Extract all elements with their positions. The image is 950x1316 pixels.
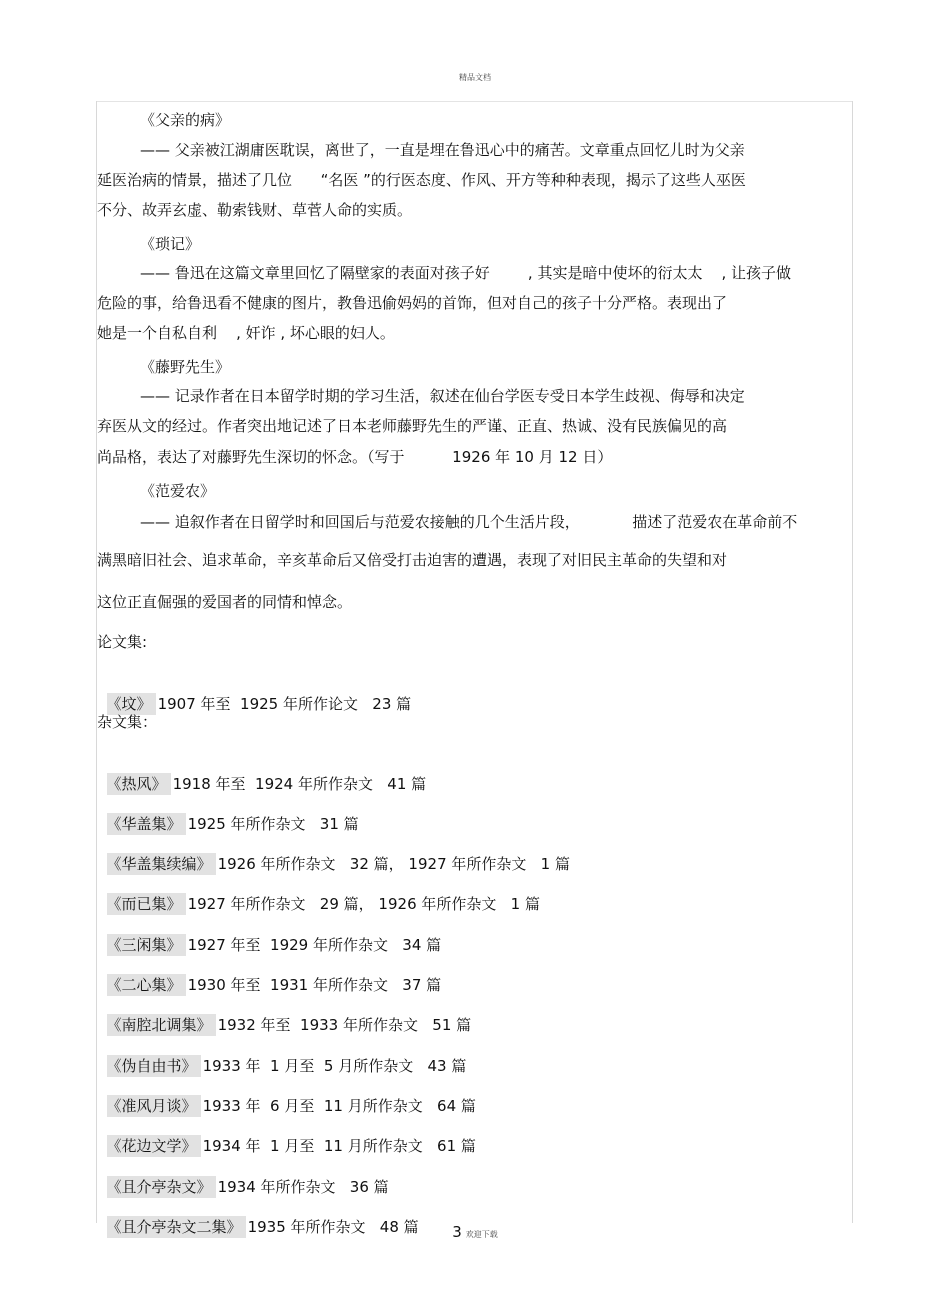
paragraph-line: 满黑暗旧社会、追求革命，辛亥革命后又倍受打击迫害的遭遇，表现了对旧民主革命的失望和对 bbox=[97, 551, 728, 569]
essay-title-suoji: 《琐记》 bbox=[140, 235, 201, 253]
book-title: 《伪自由书》 bbox=[107, 1055, 201, 1077]
paragraph-line: 这位正直倔强的爱国者的同情和悼念。 bbox=[97, 593, 353, 611]
essay-title-fuqin: 《父亲的病》 bbox=[140, 111, 231, 129]
book-info: 1933 年 6 月至 11 月所作杂文 64 篇 bbox=[202, 1097, 476, 1115]
page-footer bbox=[0, 1222, 950, 1241]
section-label-essays: 论文集: bbox=[97, 633, 148, 651]
list-item bbox=[97, 992, 471, 1036]
list-item bbox=[97, 671, 411, 715]
book-info: 1935 年所作杂文 48 篇 bbox=[247, 1218, 419, 1236]
book-info: 1932 年至 1933 年所作杂文 51 篇 bbox=[217, 1016, 472, 1034]
section-label-misc: 杂文集： bbox=[97, 713, 158, 731]
list-item bbox=[97, 952, 441, 996]
list-item bbox=[97, 912, 441, 956]
paragraph-line: 弃医从文的经过。作者突出地记述了日本老师藤野先生的严谨、正直、热诚、没有民族偏见的高 bbox=[97, 417, 728, 435]
paragraph-line: 危险的事，给鲁迅看不健康的图片，教鲁迅偷妈妈的首饰，但对自己的孩子十分严格。表现出了 bbox=[97, 294, 728, 312]
list-item bbox=[97, 871, 540, 915]
book-title: 《且介亭杂文二集》 bbox=[107, 1216, 246, 1238]
book-info: 1927 年至 1929 年所作杂文 34 篇 bbox=[187, 936, 442, 954]
book-title: 《华盖集》 bbox=[107, 813, 186, 835]
paragraph-line: —— 追叙作者在日留学时和回国后与范爱农接触的几个生活片段， 描述了范爱农在革命前不 bbox=[140, 513, 798, 531]
paragraph-line: 不分、故弄玄虚、勒索钱财、草菅人命的实质。 bbox=[97, 201, 413, 219]
book-title: 《而已集》 bbox=[107, 893, 186, 915]
book-info: 1934 年 1 月至 11 月所作杂文 61 篇 bbox=[202, 1137, 476, 1155]
page-header: 精品文档 bbox=[459, 73, 491, 82]
book-title: 《南腔北调集》 bbox=[107, 1014, 216, 1036]
book-title: 《二心集》 bbox=[107, 974, 186, 996]
paragraph-line: —— 父亲被江湖庸医耽误，离世了，一直是埋在鲁迅心中的痛苦。文章重点回忆儿时为父亲 bbox=[140, 141, 745, 159]
paragraph-line: 尚品格，表达了对藤野先生深切的怀念。（写于 1926 年 10 月 12 日） bbox=[97, 448, 613, 466]
book-info: 1927 年所作杂文 29 篇， 1926 年所作杂文 1 篇 bbox=[187, 895, 540, 913]
list-item bbox=[97, 1033, 466, 1077]
list-item bbox=[97, 1113, 476, 1157]
footer-text: 欢迎下载 bbox=[465, 1230, 498, 1239]
paragraph-line: 她是一个自私自利 , 奸诈 , 坏心眼的妇人。 bbox=[97, 324, 395, 342]
list-item bbox=[97, 751, 426, 795]
book-title: 《三闲集》 bbox=[107, 934, 186, 956]
book-info: 1934 年所作杂文 36 篇 bbox=[217, 1178, 389, 1196]
frame-right-border bbox=[852, 101, 853, 1223]
list-item bbox=[97, 1154, 389, 1198]
book-title: 《花边文学》 bbox=[107, 1135, 201, 1157]
book-title: 《华盖集续编》 bbox=[107, 853, 216, 875]
page-number: 3 bbox=[452, 1223, 462, 1241]
book-info: 1918 年至 1924 年所作杂文 41 篇 bbox=[172, 775, 427, 793]
book-info: 1925 年所作杂文 31 篇 bbox=[187, 815, 359, 833]
book-info: 1933 年 1 月至 5 月所作杂文 43 篇 bbox=[202, 1057, 467, 1075]
book-info: 1907 年至 1925 年所作论文 23 篇 bbox=[157, 695, 412, 713]
frame-top-border bbox=[96, 101, 853, 102]
book-info: 1926 年所作杂文 32 篇， 1927 年所作杂文 1 篇 bbox=[217, 855, 570, 873]
list-item bbox=[97, 791, 359, 835]
book-info: 1930 年至 1931 年所作杂文 37 篇 bbox=[187, 976, 442, 994]
book-title: 《准风月谈》 bbox=[107, 1095, 201, 1117]
essay-title-fanainong: 《范爱农》 bbox=[140, 482, 216, 500]
book-title: 《坟》 bbox=[107, 693, 156, 715]
list-item bbox=[97, 1073, 476, 1117]
paragraph-line: —— 鲁迅在这篇文章里回忆了隔壁家的表面对孩子好 , 其实是暗中使坏的衍太太 , 让孩子做 bbox=[140, 264, 792, 282]
essay-title-tengye: 《藤野先生》 bbox=[140, 358, 231, 376]
book-title: 《且介亭杂文》 bbox=[107, 1176, 216, 1198]
list-item bbox=[97, 831, 570, 875]
book-title: 《热风》 bbox=[107, 773, 171, 795]
paragraph-line: 延医治病的情景，描述了几位 “名医 ”的行医态度、作风、开方等种种表现，揭示了这些人巫医 bbox=[97, 171, 746, 189]
paragraph-line: —— 记录作者在日本留学时期的学习生活，叙述在仙台学医专受日本学生歧视、侮辱和决定 bbox=[140, 387, 745, 405]
